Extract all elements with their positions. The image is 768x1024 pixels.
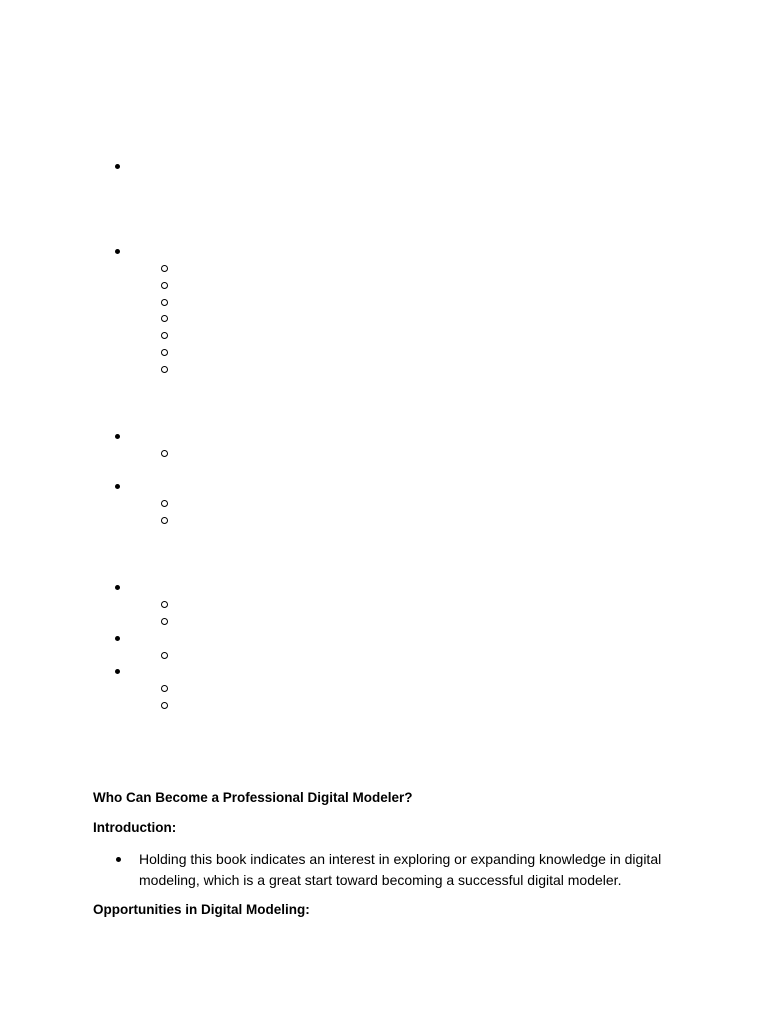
sub-list-bullet [161, 500, 169, 508]
sub-list-bullet [161, 450, 169, 458]
sub-list-bullet [161, 652, 169, 660]
sub-list-bullet [161, 702, 169, 710]
list-bullet [115, 483, 123, 491]
opportunities-heading: Opportunities in Digital Modeling: [93, 902, 310, 917]
sub-list-bullet [161, 315, 169, 323]
sub-list-bullet [161, 685, 169, 693]
list-bullet [115, 584, 123, 592]
list-bullet [115, 635, 123, 643]
sub-list-bullet [161, 265, 169, 273]
list-bullet [115, 163, 123, 171]
sub-list-bullet [161, 332, 169, 340]
sub-list-bullet [161, 299, 169, 307]
introduction-heading: Introduction: [93, 820, 177, 835]
list-bullet [116, 857, 121, 862]
sub-list-bullet [161, 618, 169, 626]
introduction-item-text: Holding this book indicates an interest in exploring or expanding knowledge in digital modeling, which is a great start toward becoming a successful digital modeler. [139, 851, 662, 888]
list-bullet [115, 668, 123, 676]
sub-list-bullet [161, 349, 169, 357]
document-title: Who Can Become a Professional Digital Modeler? [93, 790, 413, 805]
sub-list-bullet [161, 282, 169, 290]
sub-list-bullet [161, 601, 169, 609]
sub-list-bullet [161, 517, 169, 525]
list-bullet [115, 248, 123, 256]
list-bullet [115, 433, 123, 441]
sub-list-bullet [161, 366, 169, 374]
